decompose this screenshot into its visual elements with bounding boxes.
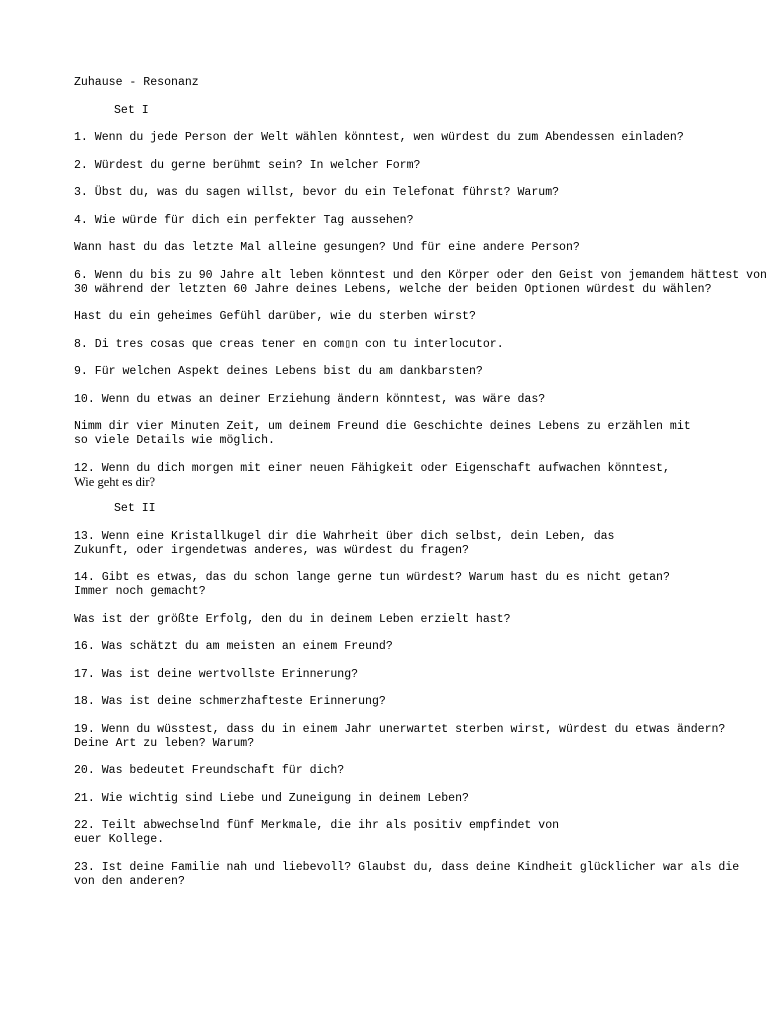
question-19-line-1: 19. Wenn du wüsstest, dass du in einem Jahr unerwartet sterben wirst, würdest du etwas ändern? [74,722,726,736]
question-16-text: 16. Was schätzt du am meisten an einem Freund? [74,640,393,653]
question-4 [74,214,768,228]
question-16 [74,640,768,654]
question-7 [74,310,768,324]
question-22-line-1: 22. Teilt abwechselnd fünf Merkmale, die ihr als positiv empfindet von [74,819,560,832]
question-11-line-2: so viele Details wie möglich. [74,434,275,447]
question-7-text: Hast du ein geheimes Gefühl darüber, wie du sterben wirst? [74,310,476,323]
question-3 [74,186,768,200]
question-22 [74,819,768,847]
question-5 [74,241,768,255]
question-8-text: 8. Di tres cosas que creas tener en com▯n con tu interlocutor. [74,337,504,351]
set1-heading-block [74,104,768,118]
question-2-text: 2. Würdest du gerne berühmt sein? In welcher Form? [74,158,421,172]
document-title-block [74,76,768,90]
question-18 [74,695,768,709]
question-19 [74,723,768,751]
question-8 [74,338,768,352]
question-13-line-2: Zukunft, oder irgendetwas anderes, was würdest du fragen? [74,543,469,557]
question-19-line-2: Deine Art zu leben? Warum? [74,736,255,750]
question-12 [74,462,768,489]
document-page [74,76,768,902]
question-1 [74,131,768,145]
question-10-text: 10. Wenn du etwas an deiner Erziehung ändern könntest, was wäre das? [74,392,546,406]
question-23-line-2: von den anderen? [74,874,185,888]
document-title: Zuhause - Resonanz [74,76,199,89]
question-9 [74,365,768,379]
question-15 [74,613,768,627]
question-22-line-2: euer Kollege. [74,833,165,846]
question-14-line-1: 14. Gibt es etwas, das du schon lange gerne tun würdest? Warum hast du es nicht getan? [74,571,670,584]
question-4-text: 4. Wie würde für dich ein perfekter Tag aussehen? [74,213,414,227]
question-11 [74,420,768,448]
set1-heading: Set I [114,103,149,117]
question-14 [74,571,768,599]
question-23-line-1: 23. Ist deine Familie nah und liebevoll? Glaubst du, dass deine Kindheit glücklicher war als die [74,860,740,874]
question-3-text: 3. Übst du, was du sagen willst, bevor du ein Telefonat führst? Warum? [74,186,560,199]
question-12-line-1: 12. Wenn du dich morgen mit einer neuen Fähigkeit oder Eigenschaft aufwachen könntest, [74,461,670,475]
question-23 [74,861,768,889]
question-11-line-1: Nimm dir vier Minuten Zeit, um deinem Freund die Geschichte deines Lebens zu erzählen mit [74,420,691,433]
question-17-text: 17. Was ist deine wertvollste Erinnerung? [74,667,359,681]
question-20 [74,764,768,778]
question-5-text: Wann hast du das letzte Mal alleine gesungen? Und für eine andere Person? [74,241,580,254]
question-15-text: Was ist der größte Erfolg, den du in deinem Leben erzielt hast? [74,612,511,626]
question-10 [74,393,768,407]
question-14-line-2: Immer noch gemacht? [74,585,206,598]
question-9-text: 9. Für welchen Aspekt deines Lebens bist du am dankbarsten? [74,365,483,378]
set2-heading-block [74,502,768,516]
set2-heading: Set II [114,502,156,515]
question-6-line-2: 30 während der letzten 60 Jahre deines Lebens, welche der beiden Optionen würdest du wählen? [74,282,712,296]
question-2 [74,159,768,173]
question-13-line-1: 13. Wenn eine Kristallkugel dir die Wahrheit über dich selbst, dein Leben, das [74,529,615,543]
question-21-text: 21. Wie wichtig sind Liebe und Zuneigung in deinem Leben? [74,791,469,805]
question-17 [74,668,768,682]
question-13 [74,530,768,558]
question-6 [74,269,768,297]
question-20-text: 20. Was bedeutet Freundschaft für dich? [74,764,345,777]
question-21 [74,792,768,806]
question-12-line-2: Wie geht es dir? [74,474,156,489]
question-18-text: 18. Was ist deine schmerzhafteste Erinnerung? [74,695,386,708]
question-1-text: 1. Wenn du jede Person der Welt wählen könntest, wen würdest du zum Abendessen einladen? [74,131,684,144]
question-6-line-1: 6. Wenn du bis zu 90 Jahre alt leben könntest und den Körper oder den Geist von jemandem hättest von [74,268,767,282]
